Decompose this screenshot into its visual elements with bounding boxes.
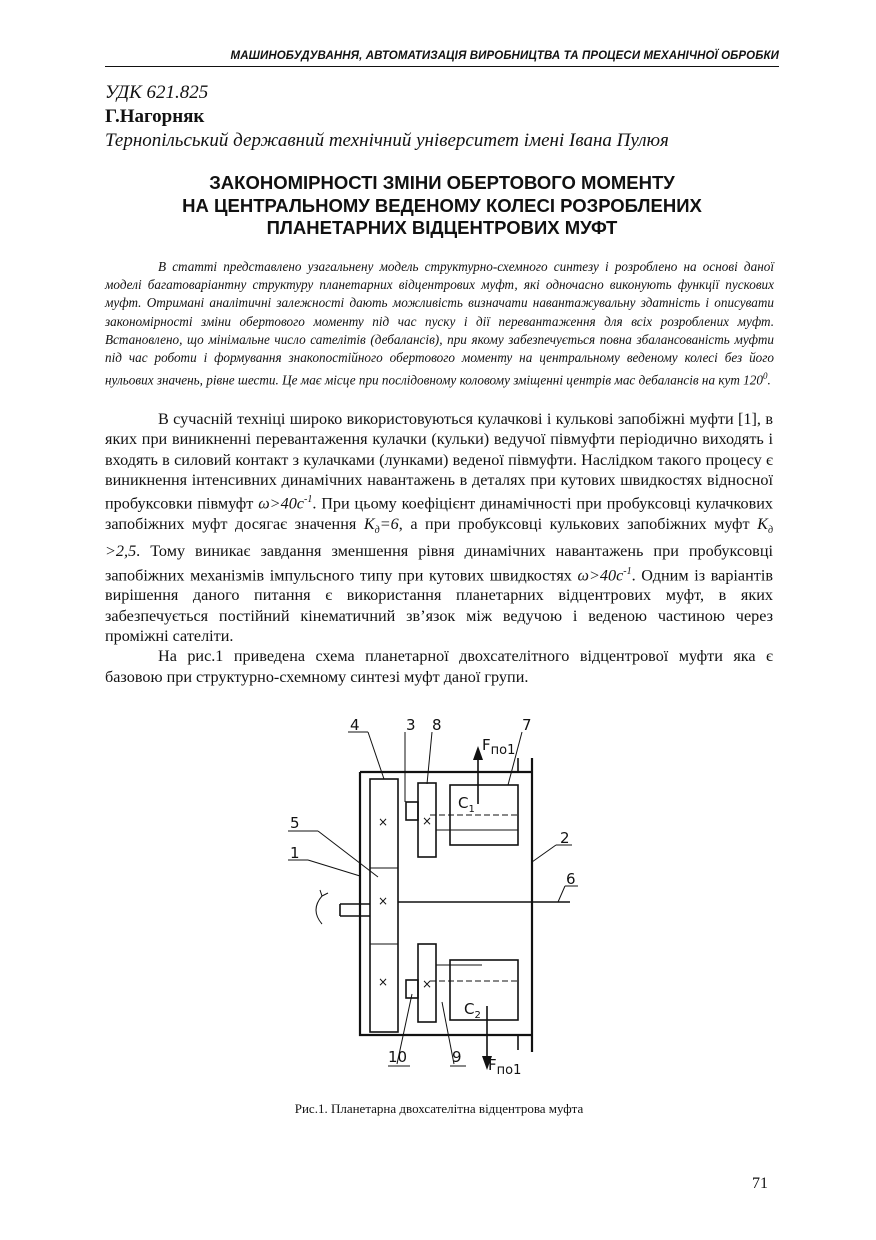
paragraph-2: На рис.1 приведена схема планетарної двохсателітного відцентрової муфти яка є базовою при структурно-схемному синтезі муфт даної групи.	[105, 647, 773, 686]
label-4: 4	[350, 716, 360, 734]
rotation-arrow-head	[320, 890, 328, 896]
p1-formula-omega: ω>40с	[577, 566, 624, 585]
title-line-2: НА ЦЕНТРАЛЬНОМУ ВЕДЕНОМУ КОЛЕСІ РОЗРОБЛЕНИХ	[182, 194, 702, 216]
leader-5	[318, 831, 378, 877]
paragraph-1	[105, 409, 773, 646]
p1-segment: В сучасній техніці широко використовуються кулачкові і кулькові запобіжні муфти [1], в яких при виникненні перевантаження кулачки (кульки) ведучої півмуфти періодично виходять і входять в силовий контакт з кулачками (лунками) веденої півмуфти. Наслідком такого процесу є виникнення інтенсивних динамічних навантажень в деталях при кутових швидкостях відносної пробуксовки півмуфт	[105, 410, 773, 513]
title-line-3: ПЛАНЕТАРНИХ ВІДЦЕНТРОВИХ МУФТ	[266, 217, 618, 238]
p1-segment: , а при пробуксовці кулькових запобіжних муфт	[398, 514, 758, 533]
p1-formula-val: =6	[379, 514, 399, 533]
body-text	[105, 409, 773, 687]
p1-formula-sup: -1	[623, 565, 632, 577]
label-2: 2	[560, 829, 570, 847]
author-affiliation: Тернопільський державний технічний університет імені Івана Пулюя	[105, 130, 669, 151]
p1-formula-sub: д	[767, 525, 773, 537]
input-shaft	[340, 904, 370, 916]
p1-formula-sup: -1	[303, 494, 313, 506]
label-8: 8	[432, 716, 442, 734]
bottom-debalance	[450, 960, 518, 1020]
label-5: 5	[290, 814, 300, 832]
p1-formula-k: K	[363, 514, 375, 533]
abstract-text: В статті представлено узагальнену модель структурно-схемного синтезу і розроблено на основі даної моделі багатоваріантну структуру планетарних відцентрових муфт, які одночасно виконують функції пускових муфт. Отримані аналітичні залежності дають можливість визначати навантажувальну здатність і описувати закономірності зміни обертового моменту під час пуску і дії перевантаження для всіх розроблених муфт. Встановлено, що мінімальне число сателітів (дебалансів), при якому забезпечується повна збалансованість муфти під час роботи і формування знакопостійного обертового моменту на центральному веденому колесі без його нульових значень, рівне шести. Це має місце при послідовному коловому зміщенні центрів мас дебалансів на кут 120	[105, 259, 774, 388]
p1-segment: . Одним із варіантів вирішення даного питання є використання планетарних відцентрових муфт, в яких забезпечується постійний кінематичний зв’язок між ведучою і веденою частиною через проміжні сателіти.	[105, 566, 773, 645]
udk-code: УДК 621.825	[105, 82, 209, 103]
label-10: 10	[388, 1048, 408, 1066]
leader-6	[558, 886, 565, 902]
cross-mark: ×	[378, 894, 389, 908]
p1-formula-sub: д	[374, 525, 380, 537]
cross-mark: ×	[378, 975, 389, 989]
paper-title	[105, 172, 779, 240]
running-head: МАШИНОБУДУВАННЯ, АВТОМАТИЗАЦІЯ ВИРОБНИЦТВА ТА ПРОЦЕСИ МЕХАНІЧНОЇ ОБРОБКИ	[230, 50, 779, 62]
p1-formula-omega: ω>40с	[258, 494, 304, 513]
p1-segment: . Тому виникає завдання зменшення рівня динамічних навантажень при пробуксовці запобіжних механізмів імпульсного типу при кутових швидкостях	[105, 542, 773, 585]
label-force-bottom: Fпо1	[488, 1056, 522, 1078]
leader-1	[308, 860, 360, 876]
p1-formula-k: K	[757, 514, 768, 533]
leader-2	[532, 845, 556, 862]
label-7: 7	[522, 716, 532, 734]
cross-mark: ×	[378, 815, 389, 829]
label-c2: $C_2$	[464, 1000, 481, 1021]
label-3: 3	[406, 716, 416, 734]
p1-segment: . При цьому коефіцієнт динамічності при пробуксовці кулачкових запобіжних муфт досягає значення	[105, 494, 774, 533]
label-6: 6	[566, 870, 576, 888]
clutch-diagram-svg	[260, 712, 600, 1092]
abstract-angle-degree: 0	[762, 371, 768, 382]
label-1: 1	[290, 844, 300, 862]
header-rule	[105, 66, 779, 67]
label-c1: $C_1$	[458, 794, 475, 815]
label-force-top: Fпо1	[482, 736, 516, 758]
author-name: Г.Нагорняк	[105, 106, 205, 127]
p1-formula-val: >2,5	[105, 542, 137, 561]
leader-8	[427, 732, 432, 784]
page-number: 71	[752, 1175, 768, 1192]
title-line-1: ЗАКОНОМІРНОСТІ ЗМІНИ ОБЕРТОВОГО МОМЕНТУ	[209, 172, 675, 193]
label-9: 9	[452, 1048, 462, 1066]
abstract-end: .	[767, 372, 771, 388]
abstract	[105, 258, 774, 390]
top-satellite-hub	[406, 802, 418, 820]
figure-clutch-diagram	[260, 712, 600, 1092]
figure-caption: Рис.1. Планетарна двохсателітна відцентрова муфта	[294, 1101, 584, 1116]
rotation-arrow	[316, 896, 322, 924]
cross-mark: ×	[422, 977, 433, 991]
leader-7	[508, 732, 522, 785]
cross-mark: ×	[422, 814, 433, 828]
